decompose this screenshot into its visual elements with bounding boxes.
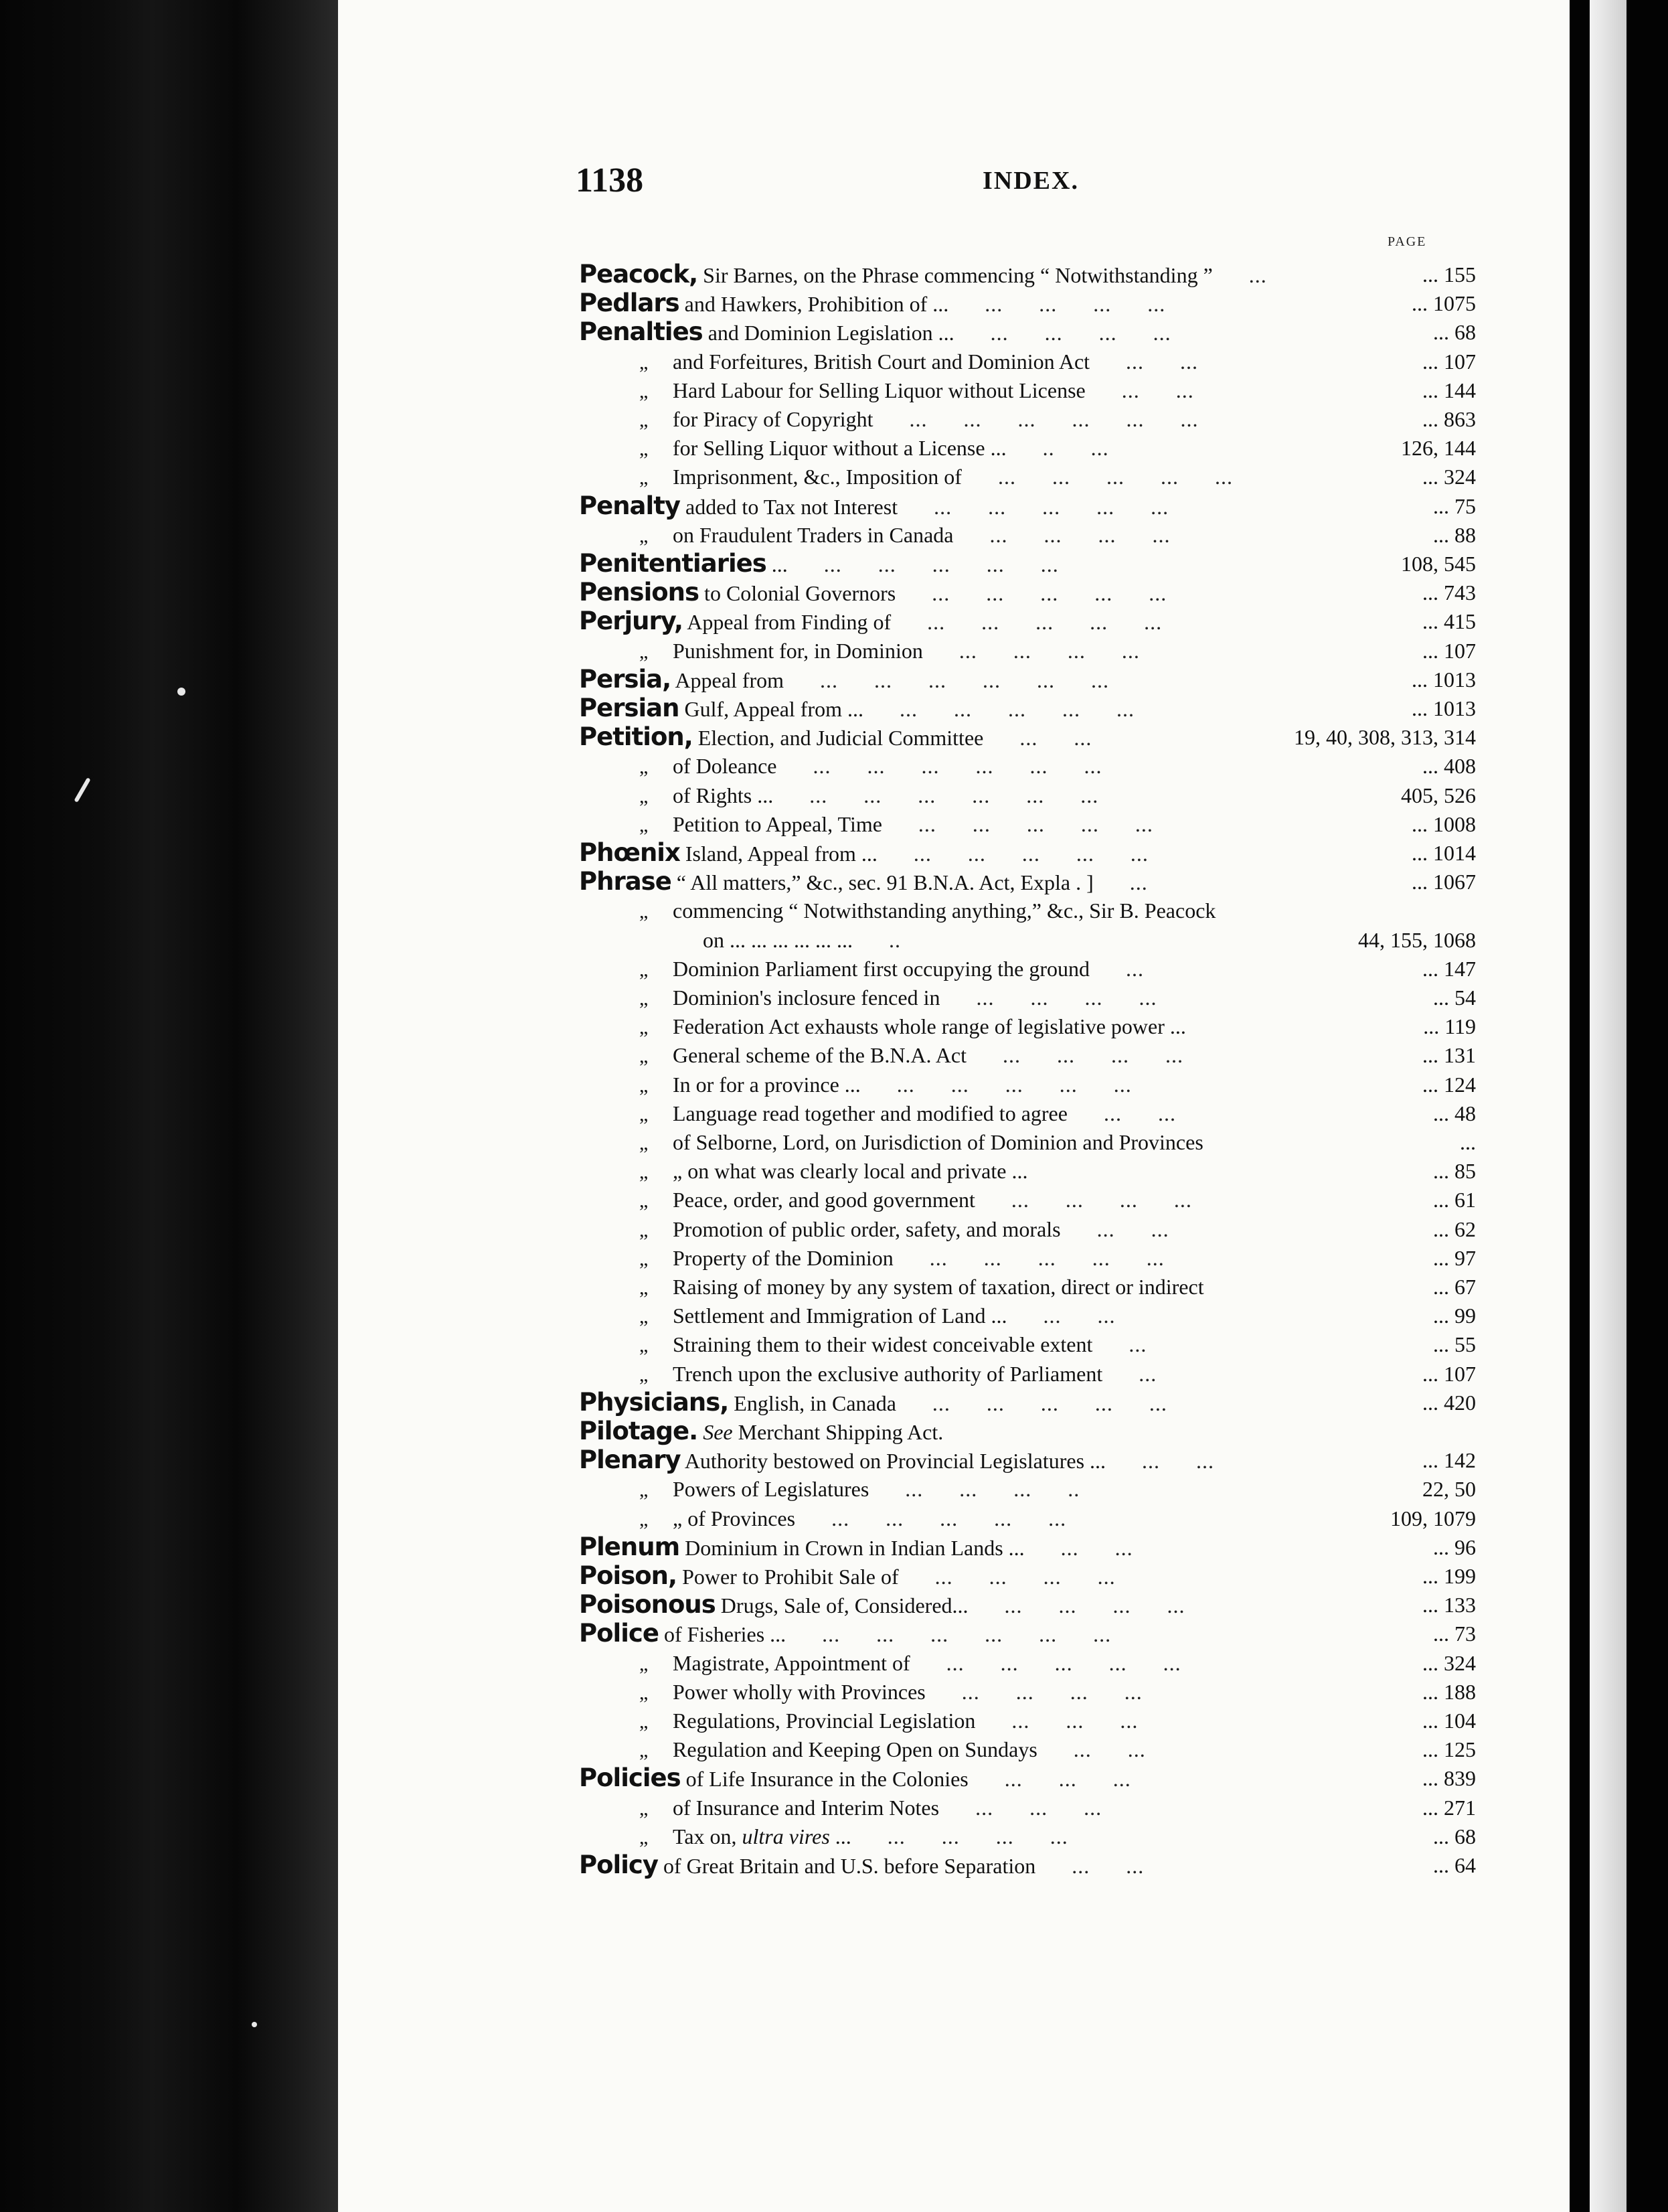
page-reference: 44, 155, 1068 xyxy=(1358,927,1476,952)
page-reference: ... 1075 xyxy=(1412,291,1476,316)
dot-leader: ... ... ... ... ... ... xyxy=(773,783,1099,807)
entry-text-prefix: Tax on, xyxy=(673,1824,742,1848)
page-reference: ... 420 xyxy=(1422,1390,1476,1415)
dot-leader: ... ... ... ... ... ... xyxy=(786,1622,1112,1647)
index-entry xyxy=(579,1445,1476,1475)
index-subentry xyxy=(639,376,1476,405)
dot-leader: .. ... xyxy=(1006,436,1109,461)
dot-leader: ... ... ... .. xyxy=(869,1477,1080,1502)
index-subentry xyxy=(639,1214,1476,1244)
index-subentry xyxy=(639,1706,1476,1735)
entry-text: for Piracy of Copyright xyxy=(673,407,873,431)
entry-text: on Fraudulent Traders in Canada xyxy=(673,522,954,547)
entry-text: for Selling Liquor without a License ... xyxy=(673,436,1007,461)
index-subentry xyxy=(639,347,1476,376)
index-entry xyxy=(579,549,1476,578)
page-reference: ... 863 xyxy=(1422,407,1476,431)
entry-text: „ of Provinces xyxy=(673,1506,796,1530)
page-reference: ... 68 xyxy=(1433,1824,1476,1848)
page-reference: ... 119 xyxy=(1423,1014,1476,1039)
ditto-mark: „ xyxy=(639,1681,649,1704)
dot-leader: ... ... ... ... ... xyxy=(961,465,1233,489)
dot-leader: ... ... ... ... xyxy=(948,292,1166,317)
entry-text: to Colonial Governors xyxy=(704,581,896,606)
entry-text: Regulation and Keeping Open on Sundays xyxy=(673,1737,1037,1762)
next-page-edge xyxy=(1570,0,1668,2212)
page-reference: ... 107 xyxy=(1422,1361,1476,1386)
ditto-mark: „ xyxy=(639,988,649,1010)
entry-text: Straining them to their widest conceivable extent xyxy=(673,1332,1093,1357)
dot-leader: ... ... ... ... xyxy=(968,1593,1185,1618)
index-subentry xyxy=(639,1735,1476,1764)
entry-text: Dominium in Crown in Indian Lands ... xyxy=(685,1535,1025,1560)
page-reference: ... 107 xyxy=(1422,638,1476,663)
dot-leader: ... ... ... ... xyxy=(953,522,1171,547)
dot-leader: ... ... ... ... ... xyxy=(877,842,1149,866)
page-reference: ... 271 xyxy=(1422,1795,1476,1820)
index-subentry xyxy=(639,809,1476,839)
dot-leader: ... ... ... ... xyxy=(940,985,1157,1010)
ditto-mark: „ xyxy=(639,1045,649,1068)
page-reference: ... 155 xyxy=(1422,262,1476,287)
page-reference: ... 415 xyxy=(1422,609,1476,634)
index-entry xyxy=(579,1850,1476,1880)
page-reference: ... 131 xyxy=(1422,1043,1476,1068)
index-entry xyxy=(579,289,1476,318)
dot-leader: ... ... ... xyxy=(968,1767,1131,1792)
index-entry xyxy=(579,491,1476,521)
ditto-mark: „ xyxy=(639,467,649,489)
index-subentry xyxy=(639,925,1476,955)
entry-heading: Persia, xyxy=(579,664,671,694)
ditto-mark: „ xyxy=(639,785,649,807)
dot-leader: ... xyxy=(1212,263,1267,287)
ditto-mark: „ xyxy=(639,1826,649,1848)
entry-text: of Life Insurance in the Colonies xyxy=(685,1767,969,1792)
index-subentry xyxy=(639,781,1476,810)
dot-leader: ... ... xyxy=(1035,1854,1145,1878)
dot-leader: ... ... xyxy=(983,726,1092,750)
entry-text: Imprisonment, &c., Imposition of xyxy=(673,465,962,489)
entry-text: „ on what was clearly local and private ... xyxy=(673,1159,1028,1184)
ditto-mark: „ xyxy=(639,380,649,402)
entry-text: Gulf, Appeal from ... xyxy=(684,697,863,721)
entry-text: English, in Canada xyxy=(734,1391,896,1415)
page-reference: 405, 526 xyxy=(1401,783,1476,807)
page-reference: ... 88 xyxy=(1433,522,1476,547)
dot-leader: ... ... ... ... xyxy=(954,321,1171,345)
ditto-mark: „ xyxy=(639,438,649,461)
entry-heading: Pedlars xyxy=(579,289,679,318)
dot-leader: ... ... ... ... ... xyxy=(795,1506,1067,1530)
page-reference: ... 104 xyxy=(1422,1709,1476,1733)
page-reference: ... 324 xyxy=(1422,465,1476,489)
index-subentry xyxy=(639,1330,1476,1359)
ditto-mark: „ xyxy=(639,1103,649,1125)
index-subentry xyxy=(639,1156,1476,1186)
ditto-mark: „ xyxy=(639,958,649,981)
index-entry xyxy=(579,838,1476,868)
page-reference: ... 1013 xyxy=(1412,696,1476,720)
index-subentry xyxy=(639,462,1476,491)
index-subentry xyxy=(639,1677,1476,1707)
dot-leader: ... ... ... ... xyxy=(922,638,1140,663)
index-entry xyxy=(579,260,1476,289)
index-entry xyxy=(579,607,1476,636)
entry-text: Election, and Judicial Committee xyxy=(697,726,984,750)
page-number: 1138 xyxy=(576,161,644,200)
page-reference: ... 96 xyxy=(1433,1534,1476,1559)
ditto-mark: „ xyxy=(639,1074,649,1097)
dot-leader: ... ... ... ... ... ... xyxy=(784,667,1110,692)
page-reference: ... 199 xyxy=(1422,1564,1476,1588)
ditto-mark: „ xyxy=(639,1711,649,1733)
index-entry xyxy=(579,1532,1476,1562)
page-reference: ... 147 xyxy=(1422,956,1476,981)
ditto-mark: „ xyxy=(639,1277,649,1299)
dot-leader: ... ... ... ... ... ... xyxy=(873,407,1199,431)
entry-text: Sir Barnes, on the Phrase commencing “ Notwithstanding ” xyxy=(703,263,1213,287)
ditto-mark: „ xyxy=(639,1306,649,1328)
dot-leader: ... ... ... ... xyxy=(925,1679,1143,1704)
index-subentry xyxy=(639,1474,1476,1504)
ditto-mark: „ xyxy=(639,351,649,374)
index-subentry xyxy=(639,1793,1476,1822)
entry-heading: Poison, xyxy=(579,1561,677,1590)
index-entry xyxy=(579,1561,1476,1591)
ditto-mark: „ xyxy=(639,524,649,547)
ditto-mark: „ xyxy=(639,1016,649,1039)
dot-leader: ... ... ... ... ... xyxy=(893,1245,1165,1270)
dot-leader: ... ... ... ... xyxy=(966,1043,1183,1068)
entry-heading: Penalties xyxy=(579,317,703,347)
entry-text: Powers of Legislatures xyxy=(673,1477,869,1502)
index-subentry xyxy=(639,954,1476,983)
ditto-mark: „ xyxy=(639,1247,649,1270)
entry-heading: Penalty xyxy=(579,491,681,520)
entry-text: Settlement and Immigration of Land ... xyxy=(673,1304,1007,1328)
entry-italic-text: See xyxy=(703,1420,738,1444)
index-subentry xyxy=(639,1185,1476,1214)
spine-speck xyxy=(252,2022,257,2027)
page-reference: ... 142 xyxy=(1422,1448,1476,1473)
dot-leader: ... ... ... ... ... xyxy=(910,1650,1181,1675)
entry-heading: Petition, xyxy=(579,722,693,752)
entry-text: Promotion of public order, safety, and morals xyxy=(673,1216,1061,1241)
index-entry xyxy=(579,694,1476,723)
ditto-mark: „ xyxy=(639,640,649,663)
ditto-mark: „ xyxy=(639,1508,649,1530)
index-entry xyxy=(579,317,1476,347)
dot-leader: ... ... ... ... ... xyxy=(882,811,1153,836)
page-reference: 126, 144 xyxy=(1401,436,1476,461)
index-subentry xyxy=(639,404,1476,434)
entry-text: ... xyxy=(771,552,788,576)
page-reference: ... 55 xyxy=(1433,1332,1476,1357)
ditto-mark: „ xyxy=(639,900,649,923)
index-subentry xyxy=(639,433,1476,463)
entry-text: and Dominion Legislation ... xyxy=(707,321,954,345)
page-title: INDEX. xyxy=(983,167,1079,195)
entry-heading: Phrase xyxy=(579,867,671,896)
entry-heading: Police xyxy=(579,1619,659,1648)
index-subentry xyxy=(639,1301,1476,1330)
entry-heading: Peacock, xyxy=(579,260,698,289)
index-subentry xyxy=(639,1040,1476,1070)
dot-leader: ... ... ... ... ... xyxy=(891,610,1163,635)
index-subentry xyxy=(639,1822,1476,1851)
ditto-mark: „ xyxy=(639,1132,649,1154)
dot-leader: ... ... xyxy=(1090,349,1199,374)
ditto-mark: „ xyxy=(639,1479,649,1502)
index-subentry xyxy=(639,1504,1476,1533)
dot-leader: ... xyxy=(1090,956,1144,981)
entry-text: of Great Britain and U.S. before Separation xyxy=(663,1854,1036,1878)
entry-heading: Pensions xyxy=(579,578,699,607)
entry-heading: Physicians, xyxy=(579,1387,729,1417)
entry-text: of Doleance xyxy=(673,754,777,779)
entry-text: Hard Labour for Selling Liquor without License xyxy=(673,378,1086,402)
entry-heading: Phœnix xyxy=(579,838,680,867)
ditto-mark: „ xyxy=(639,1334,649,1357)
index-entry xyxy=(579,722,1476,752)
entry-text: Drugs, Sale of, Considered... xyxy=(720,1593,969,1618)
page-reference: ... 99 xyxy=(1433,1304,1476,1328)
dot-leader: ... ... ... xyxy=(975,1709,1139,1733)
page-reference: 108, 545 xyxy=(1401,552,1476,576)
page-reference: ... 839 xyxy=(1422,1766,1476,1791)
dot-leader: ... ... ... ... ... xyxy=(787,552,1059,576)
ditto-mark: „ xyxy=(639,409,649,431)
dot-leader: ... ... xyxy=(1085,378,1194,402)
page-reference: ... 133 xyxy=(1422,1593,1476,1617)
page-reference: ... 1067 xyxy=(1412,870,1476,894)
ditto-mark: „ xyxy=(639,1652,649,1675)
page-reference: ... 1013 xyxy=(1412,667,1476,692)
book-spine xyxy=(0,0,338,2212)
ditto-mark: „ xyxy=(639,1363,649,1386)
ditto-mark: „ xyxy=(639,1739,649,1762)
page-reference: ... 64 xyxy=(1433,1853,1476,1877)
page-reference: ... 324 xyxy=(1422,1650,1476,1675)
entry-heading: Poisonous xyxy=(579,1590,716,1620)
dot-leader: ... ... xyxy=(1037,1737,1146,1762)
dot-leader: ... xyxy=(1092,1332,1147,1357)
dot-leader: ... ... xyxy=(1106,1449,1215,1474)
entry-text: Island, Appeal from ... xyxy=(685,842,878,866)
index-subentry xyxy=(639,896,1216,925)
entry-italic-text: ultra vires xyxy=(742,1824,835,1848)
entry-text: of Insurance and Interim Notes xyxy=(673,1795,940,1820)
entry-heading: Policies xyxy=(579,1763,681,1793)
dot-leader: ... ... ... xyxy=(939,1795,1102,1820)
dot-leader: ... ... ... ... ... xyxy=(896,581,1167,606)
page-reference: 19, 40, 308, 313, 314 xyxy=(1294,725,1476,750)
page-reference: ... 1014 xyxy=(1412,841,1476,865)
dot-leader: ... ... ... ... ... xyxy=(860,1072,1132,1097)
entry-text: Regulations, Provincial Legislation xyxy=(673,1709,976,1733)
dot-leader: ... ... ... ... xyxy=(898,1565,1116,1589)
page-reference: 22, 50 xyxy=(1422,1477,1476,1502)
entry-text: Raising of money by any system of taxation, direct or indirect xyxy=(673,1275,1204,1299)
ditto-mark: „ xyxy=(639,813,649,836)
entry-heading: Policy xyxy=(579,1850,658,1879)
entry-text: “ All matters,” &c., sec. 91 B.N.A. Act, Expla . ] xyxy=(676,870,1094,895)
entry-text: Merchant Shipping Act. xyxy=(738,1420,944,1444)
index-subentry xyxy=(639,751,1476,781)
index-subentry xyxy=(639,1012,1476,1041)
page-reference: ... 73 xyxy=(1433,1622,1476,1646)
page-reference: ... 61 xyxy=(1433,1188,1476,1212)
entry-heading: Pilotage. xyxy=(579,1417,698,1445)
index-subentry xyxy=(639,1127,1476,1157)
entry-text: of Rights ... xyxy=(673,783,774,807)
entry-text: In or for a province ... xyxy=(673,1072,861,1097)
ditto-mark: „ xyxy=(639,1797,649,1820)
index-entry xyxy=(579,1590,1476,1620)
index-subentry xyxy=(639,1070,1476,1099)
page-reference: ... 68 xyxy=(1433,320,1476,345)
entry-text: of Selborne, Lord, on Jurisdiction of Dominion and Provinces xyxy=(673,1130,1203,1154)
entry-text: Dominion's inclosure fenced in xyxy=(673,985,940,1010)
entry-text: Power wholly with Provinces xyxy=(673,1679,926,1704)
page-reference: ... 54 xyxy=(1433,985,1476,1010)
entry-text: Power to Prohibit Sale of xyxy=(682,1565,899,1589)
entry-text: Trench upon the exclusive authority of Parliament xyxy=(673,1361,1103,1386)
page-reference: ... xyxy=(1460,1130,1476,1154)
entry-text: Petition to Appeal, Time xyxy=(673,811,882,836)
entry-text: Peace, order, and good government xyxy=(673,1188,975,1212)
spine-speck xyxy=(177,688,185,696)
dot-leader: ... ... ... ... ... xyxy=(898,494,1169,519)
page-reference: ... 188 xyxy=(1422,1679,1476,1704)
index-subentry xyxy=(639,1099,1476,1128)
ditto-mark: „ xyxy=(639,1190,649,1212)
entry-text: Property of the Dominion xyxy=(673,1245,894,1270)
index-subentry xyxy=(639,1243,1476,1273)
dot-leader: ... ... ... ... xyxy=(851,1824,1068,1848)
page-reference: 109, 1079 xyxy=(1390,1506,1476,1530)
page-reference: ... 97 xyxy=(1433,1245,1476,1270)
entry-text: Appeal from Finding of xyxy=(687,610,892,635)
entry-text: Dominion Parliament first occupying the ground xyxy=(673,956,1090,981)
page-reference: ... 67 xyxy=(1433,1275,1476,1299)
index-entry xyxy=(579,1619,1476,1648)
entry-text: and Hawkers, Prohibition of ... xyxy=(684,292,949,317)
entry-heading: Penitentiaries xyxy=(579,549,766,578)
page-reference: ... 48 xyxy=(1433,1101,1476,1125)
page-reference: ... 1008 xyxy=(1412,811,1476,836)
page-reference: ... 107 xyxy=(1422,349,1476,374)
entry-text: added to Tax not Interest xyxy=(685,494,898,519)
entry-text: commencing “ Notwithstanding anything,” &c., Sir B. Peacock xyxy=(673,898,1216,923)
dot-leader: ... ... xyxy=(1060,1216,1169,1241)
dot-leader: ... xyxy=(1093,870,1148,895)
page-reference: ... 144 xyxy=(1422,378,1476,402)
dot-leader: ... ... ... ... ... xyxy=(863,697,1135,721)
entry-text: General scheme of the B.N.A. Act xyxy=(673,1043,967,1068)
entry-heading: Plenary xyxy=(579,1445,681,1475)
entry-heading: Perjury, xyxy=(579,607,683,636)
page-reference: ... 75 xyxy=(1433,493,1476,518)
dot-leader: ... ... ... ... ... ... xyxy=(776,754,1102,779)
dot-leader: ... ... xyxy=(1024,1535,1133,1560)
index-subentry xyxy=(639,520,1476,550)
entry-heading: Plenum xyxy=(579,1532,680,1561)
index-subentry xyxy=(639,636,1476,665)
entry-text: Magistrate, Appointment of xyxy=(673,1650,910,1675)
entry-text: on ... ... ... ... ... ... xyxy=(703,927,853,952)
index-entry xyxy=(579,664,1476,694)
entry-text: Punishment for, in Dominion xyxy=(673,638,923,663)
index-entry xyxy=(579,867,1476,896)
index-entry xyxy=(579,1763,1476,1793)
dot-leader: ... ... xyxy=(1007,1304,1116,1328)
entry-text: Federation Act exhausts whole range of legislative power ... xyxy=(673,1014,1186,1039)
dot-leader: ... ... ... ... xyxy=(975,1188,1192,1212)
page-reference: ... 124 xyxy=(1422,1072,1476,1097)
ditto-mark: „ xyxy=(639,1161,649,1184)
dot-leader: ... xyxy=(1102,1361,1157,1386)
index-subentry xyxy=(639,983,1476,1012)
page-reference: ... 85 xyxy=(1433,1159,1476,1184)
page-reference: ... 408 xyxy=(1422,754,1476,779)
page-reference: ... 743 xyxy=(1422,580,1476,605)
entry-text: ... xyxy=(835,1824,851,1848)
ditto-mark: „ xyxy=(639,756,649,779)
dot-leader: ... ... ... ... ... xyxy=(896,1391,1167,1415)
index-entry xyxy=(579,1417,943,1446)
ditto-mark: „ xyxy=(639,1218,649,1241)
entry-heading: Persian xyxy=(579,694,679,722)
index-subentry xyxy=(639,1272,1476,1301)
index-entry xyxy=(579,1387,1476,1417)
index-subentry xyxy=(639,1648,1476,1678)
page-reference: ... 62 xyxy=(1433,1216,1476,1241)
page-reference: ... 125 xyxy=(1422,1737,1476,1762)
index-subentry xyxy=(639,1359,1476,1389)
entry-text: and Forfeitures, British Court and Dominion Act xyxy=(673,349,1090,374)
dot-leader: .. xyxy=(853,927,901,952)
spine-speck xyxy=(74,777,90,803)
entry-text: Appeal from xyxy=(675,667,784,692)
entry-text: Language read together and modified to agree xyxy=(673,1101,1068,1125)
page-column-label: PAGE xyxy=(1388,234,1427,249)
entry-text: Authority bestowed on Provincial Legislatures ... xyxy=(684,1449,1106,1474)
index-entry xyxy=(579,578,1476,607)
dot-leader: ... ... xyxy=(1067,1101,1176,1125)
entry-text: of Fisheries ... xyxy=(663,1622,786,1647)
